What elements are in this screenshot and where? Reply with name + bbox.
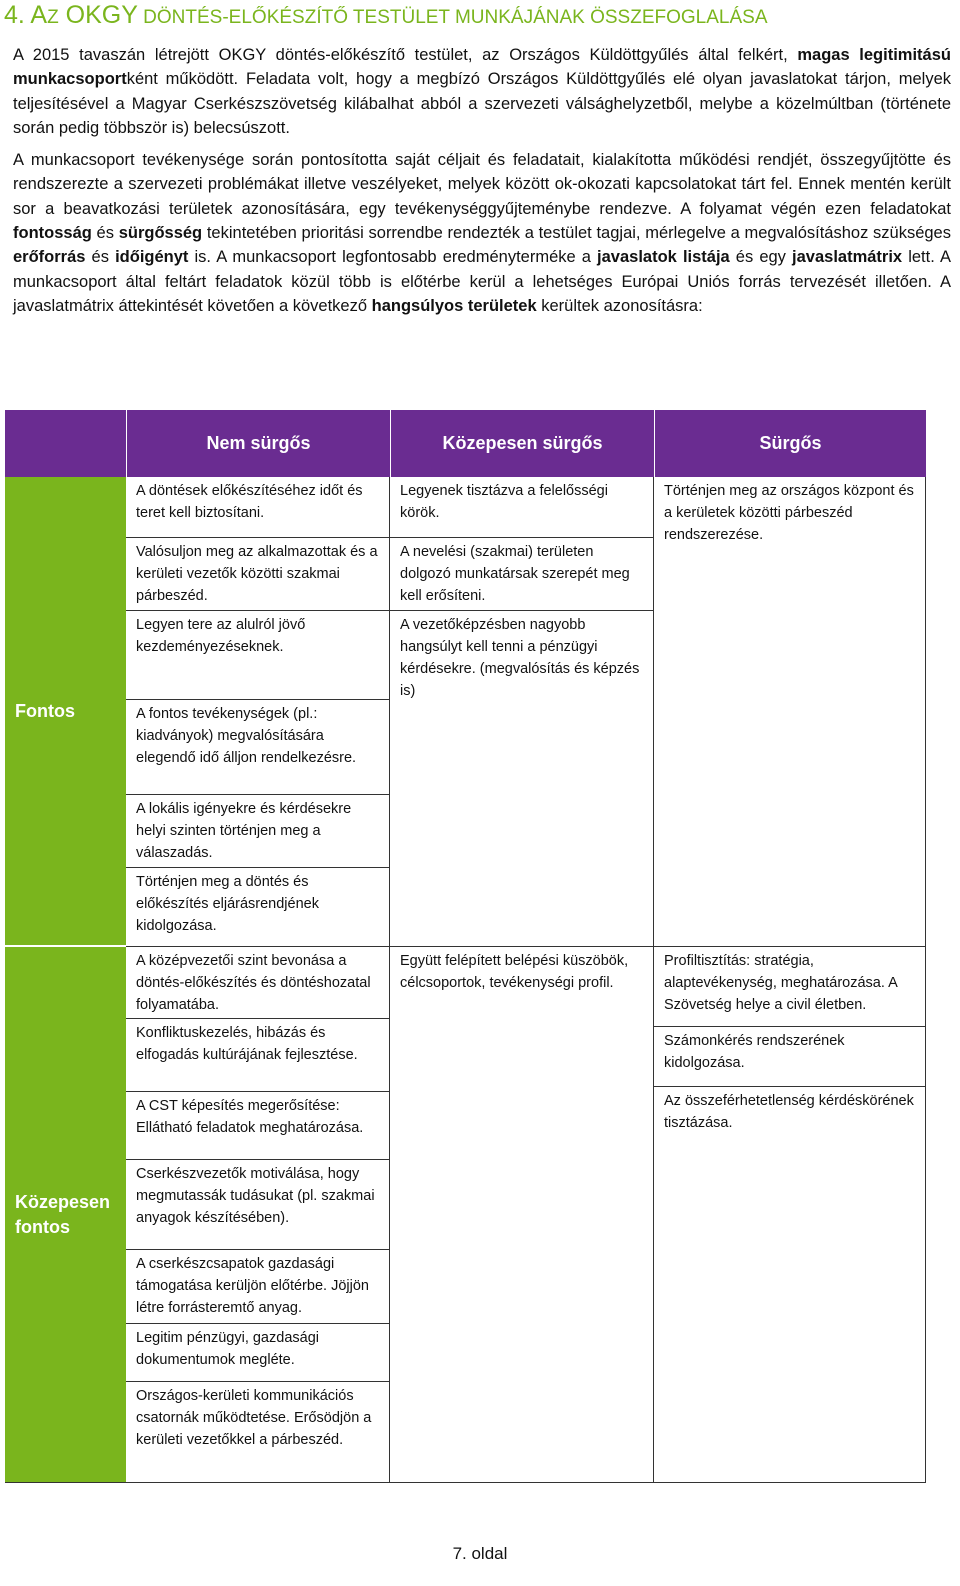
title-brand: OKGY — [58, 1, 138, 29]
matrix-item: Történjen meg az országos központ és a kerületek közötti párbeszéd rendszerezése. — [664, 483, 914, 543]
matrix-item: Konfliktuskezelés, hibázás és elfogadás kultúrájának fejlesztése. — [126, 1019, 389, 1092]
intro-run: magas legitimitású munkacsoport — [13, 46, 951, 89]
matrix-item: A középvezetői szint bevonása a döntés-előkészítés és döntéshozatal folyamatába. — [126, 947, 389, 1019]
matrix-item: A lokális igényekre és kérdésekre helyi szinten történjen meg a válaszadás. — [126, 795, 389, 868]
column-header-urgent: Sürgős — [654, 410, 926, 477]
column-header-medium-urgent: Közepesen sürgős — [390, 410, 654, 477]
priority-matrix — [5, 410, 926, 1483]
intro-run: és egy — [729, 248, 793, 267]
intro-run: és — [85, 248, 116, 267]
intro-text — [13, 43, 951, 326]
intro-run: tekintetében prioritási sorrendbe rendezték a testület tagjai, mérlegelve a megvalósításhoz szükséges — [202, 224, 951, 243]
intro-run: javaslatok listája — [597, 248, 730, 267]
matrix-item: Legitim pénzügyi, gazdasági dokumentumok megléte. — [126, 1324, 389, 1382]
matrix-item: A fontos tevékenységek (pl.: kiadványok) megvalósítására elegendő idő álljon rendelkezésre. — [126, 700, 389, 796]
matrix-cell — [390, 947, 654, 1482]
row-header-medium-important: Közepesen fontos — [5, 947, 126, 1482]
matrix-item: Profiltisztítás: stratégia, alaptevékenység, meghatározása. A Szövetség helye a civil életben. — [654, 947, 925, 1027]
title-rest: DÖNTÉS-ELŐKÉSZÍTŐ TESTÜLET MUNKÁJÁNAK ÖSSZEFOGLALÁSA — [137, 7, 768, 28]
matrix-item: Valósuljon meg az alkalmazottak és a kerületi vezetők közötti szakmai párbeszéd. — [126, 538, 389, 611]
intro-run: hangsúlyos területek — [371, 296, 537, 315]
intro-run: A munkacsoport tevékenysége során pontosította saját céljait és feladatait, kialakította működési rendjét, összegyűjtötte és rendszerezte a szervezeti problémákat illetve veszélyeket, melyek között ok-okozati kapcsolatokat tárt fel. Ennek mentén került sor a beavatkozási területek azonosítására, egy tevékenységgyűjteménybe rendezve. A folyamat végén ezen feladatokat — [13, 151, 951, 218]
intro-run: javaslatmátrix — [792, 248, 903, 267]
title-lead: 4. A — [4, 1, 48, 29]
intro-run: is. A munkacsoport legfontosabb eredménytermékе a — [188, 248, 598, 267]
matrix-item: Országos-kerületi kommunikációs csatornák működtetése. Erősödjön a kerületi vezetőkkel a párbeszéd. — [136, 1388, 372, 1448]
column-header-not-urgent: Nem sürgős — [126, 410, 390, 477]
matrix-cell — [126, 477, 390, 947]
intro-run: erőforrás — [13, 248, 86, 267]
matrix-cell — [654, 477, 926, 947]
intro-run: lett. A munkacsoport által feltárt feladatok közül több is előtérbe kerül a lehetséges Európai Uniós forrás tervezését illetően. A javaslatmátrix áttekintését követően a következő — [13, 248, 951, 315]
matrix-item: Számonkérés rendszerének kidolgozása. — [654, 1027, 925, 1087]
matrix-item: Legyen tere az alulról jövő kezdeményezéseknek. — [126, 611, 389, 700]
matrix-item: A nevelési (szakmai) területen dolgozó munkatársak szerepét meg kell erősíteni. — [390, 538, 653, 611]
title-lead-smallcaps: Z — [47, 7, 59, 28]
intro-run: kerültek azonosításra: — [536, 296, 703, 315]
section-title — [4, 0, 954, 30]
matrix-item: Együtt felépített belépési küszöbök, célcsoportok, tevékenységi profil. — [400, 953, 629, 991]
matrix-corner — [5, 410, 126, 477]
intro-run: és — [91, 224, 119, 243]
intro-paragraph-2 — [13, 148, 951, 318]
matrix-item: A cserkészcsapatok gazdasági támogatása kerüljön előtérbe. Jöjjön létre forrásteremtő anyag. — [126, 1250, 389, 1324]
intro-run: sürgősség — [118, 224, 203, 243]
matrix-item: Legyenek tisztázva a felelősségi körök. — [390, 477, 653, 538]
matrix-item: Az összeférhetetlenség kérdéskörének tisztázása. — [664, 1093, 914, 1131]
intro-run: ként működött. Feladata volt, hogy a megbízó Országos Küldöttgyűlés elé olyan javaslatokat tárjon, melyek teljesítésével a Magyar Cserkészszövetség kilábalhat abból a szervezeti válsághelyzetből, melybe a közelmúltban (története során pedig többször is) belecsúszott. — [13, 70, 951, 137]
intro-run: időigényt — [115, 248, 189, 267]
row-header-important: Fontos — [5, 477, 126, 947]
matrix-item: A CST képesítés megerősítése: Ellátható feladatok meghatározása. — [126, 1092, 389, 1160]
intro-paragraph-1 — [13, 43, 951, 140]
matrix-cell — [126, 947, 390, 1482]
matrix-item: Történjen meg a döntés és előkészítés eljárásrendjének kidolgozása. — [136, 874, 319, 935]
matrix-cell — [654, 947, 926, 1482]
matrix-item: Cserkészvezetők motiválása, hogy megmutassák tudásukat (pl. szakmai anyagok készítésében). — [126, 1160, 389, 1250]
intro-run: A 2015 tavaszán létrejött OKGY döntés-előkészítő testület, az Országos Küldöttgyűlés által felkért, — [13, 46, 798, 64]
matrix-item: A döntések előkészítéséhez időt és teret kell biztosítani. — [126, 477, 389, 538]
intro-run: fontosság — [13, 224, 92, 243]
matrix-cell — [390, 477, 654, 947]
matrix-item: A vezetőképzésben nagyobb hangsúlyt kell tenni a pénzügyi kérdésekre. (megvalósítás és képzés is) — [400, 617, 640, 699]
page-number: 7. oldal — [452, 1544, 508, 1563]
